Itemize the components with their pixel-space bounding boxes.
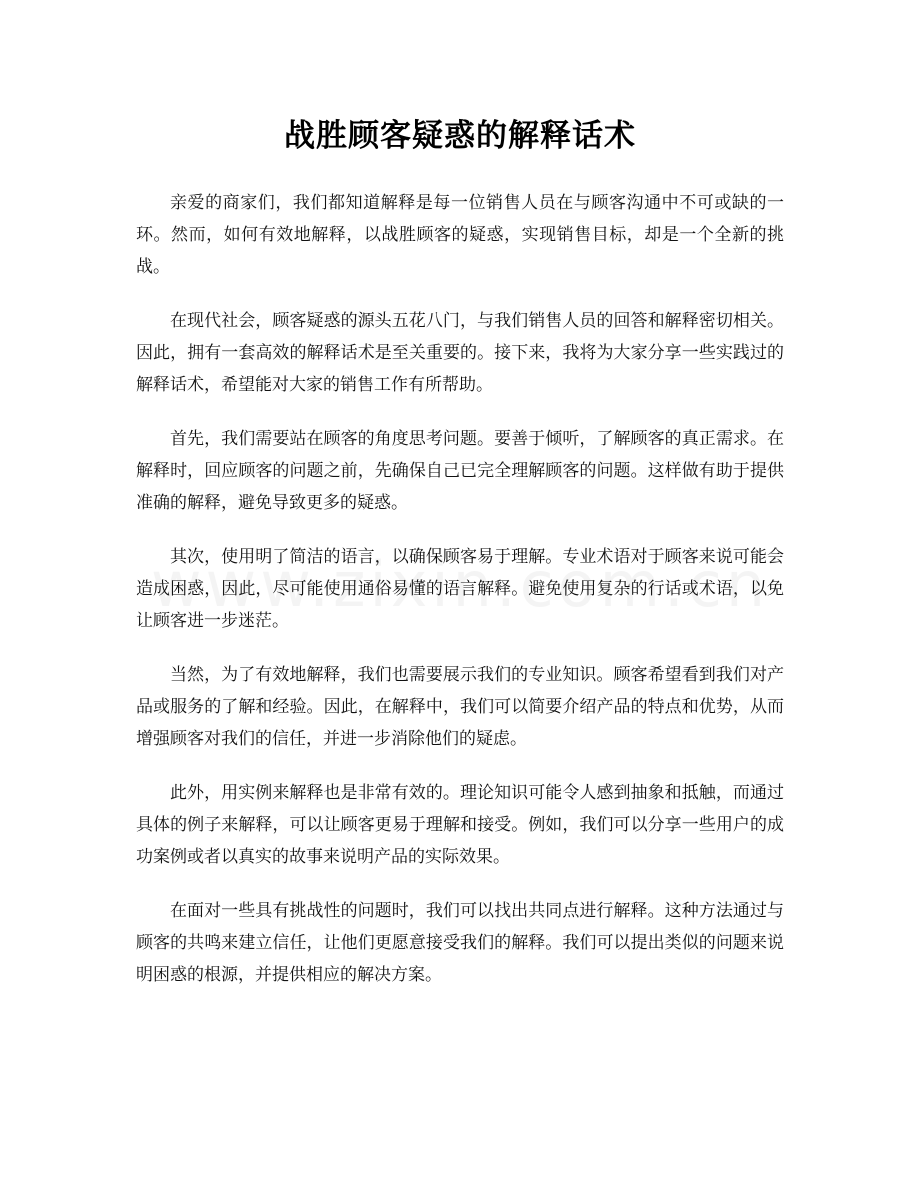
- paragraph-1: 亲爱的商家们，我们都知道解释是每一位销售人员在与顾客沟通中不可或缺的一环。然而，如何有效地解释，以战胜顾客的疑惑，实现销售目标，却是一个全新的挑战。: [136, 193, 784, 277]
- paragraph-2: 在现代社会，顾客疑惑的源头五花八门，与我们销售人员的回答和解释密切相关。因此，拥有一套高效的解释话术是至关重要的。接下来，我将为大家分享一些实践过的解释话术，希望能对大家的销售工作有所帮助。: [136, 311, 784, 395]
- paragraph-7: 在面对一些具有挑战性的问题时，我们可以找出共同点进行解释。这种方法通过与顾客的共鸣来建立信任，让他们更愿意接受我们的解释。我们可以提出类似的问题来说明困惑的根源，并提供相应的解决方案。: [136, 901, 784, 985]
- document-title: 战胜顾客疑惑的解释话术: [284, 118, 636, 154]
- paragraph-4: 其次，使用明了简洁的语言，以确保顾客易于理解。专业术语对于顾客来说可能会造成困惑，因此，尽可能使用通俗易懂的语言解释。避免使用复杂的行话或术语，以免让顾客进一步迷茫。: [136, 547, 784, 631]
- paragraph-6: 此外，用实例来解释也是非常有效的。理论知识可能令人感到抽象和抵触，而通过具体的例子来解释，可以让顾客更易于理解和接受。例如，我们可以分享一些用户的成功案例或者以真实的故事来说明产品的实际效果。: [136, 783, 784, 867]
- paragraph-3: 首先，我们需要站在顾客的角度思考问题。要善于倾听，了解顾客的真正需求。在解释时，回应顾客的问题之前，先确保自己已完全理解顾客的问题。这样做有助于提供准确的解释，避免导致更多的疑惑。: [136, 429, 784, 513]
- document-body: [136, 187, 784, 1013]
- paragraph-5: 当然，为了有效地解释，我们也需要展示我们的专业知识。顾客希望看到我们对产品或服务的了解和经验。因此，在解释中，我们可以简要介绍产品的特点和优势，从而增强顾客对我们的信任，并进一步消除他们的疑虑。: [136, 665, 784, 749]
